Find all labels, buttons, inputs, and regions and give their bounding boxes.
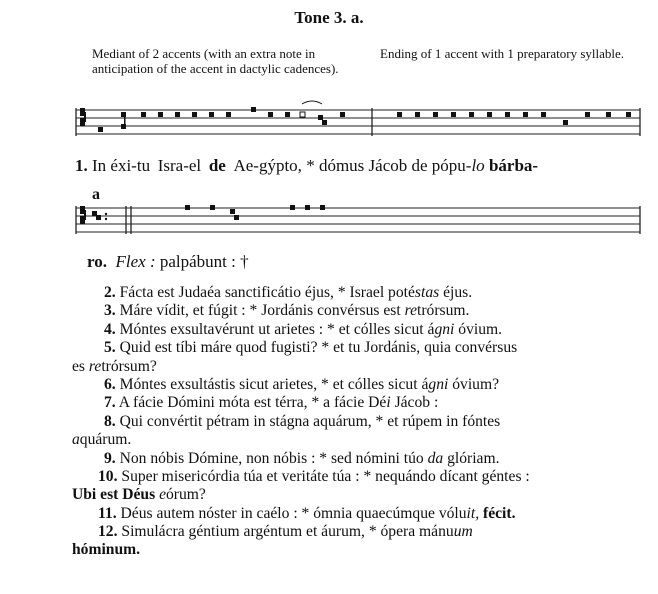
verse-line: 6. Móntes exsultástis sicut arietes, * et cólles sicut ágni óvium?	[104, 375, 500, 393]
verse-line: 9. Non nóbis Dómine, non nóbis : * sed nómini túo da glóriam.	[104, 449, 500, 467]
page-title: Tone 3. a.	[294, 8, 364, 27]
verse-line: 8. Qui convértit pétram in stágna aquárum, * et rúpem in fóntes	[104, 412, 501, 430]
verse-line: 7. A fácie Dómini móta est térra, * a fácie Déi Jácob :	[104, 394, 439, 412]
verse-line: 10. Super misericórdia túa et veritáte túa : * nequándo dícant géntes :	[98, 467, 530, 485]
stanza-1-number: 1.	[75, 156, 88, 175]
verse-line: 4. Móntes exsultavérunt ut arietes : * et cólles sicut ágni óvium.	[104, 320, 503, 338]
neumes-1	[98, 101, 631, 132]
verse-line: aquárum.	[72, 431, 132, 449]
verse-line: 2. Fácta est Judaéa sanctificátio éjus, * Israel potéstas éjus.	[104, 284, 473, 301]
flex-word: palpábunt : †	[159, 252, 249, 271]
stanza-1-end: ro. Flex : palpábunt : †	[87, 252, 249, 271]
chant-staff-2	[0, 200, 658, 248]
chant-staff-1	[0, 100, 658, 148]
verse-line: 5. Quid est tíbi máre quod fugisti? * et tu Jordánis, quia convérsus	[104, 339, 518, 357]
mediant-note: Mediant of 2 accents (with an extra note in anticipation of the accent in dactylic cadences).	[92, 46, 339, 76]
flex-label: Flex :	[115, 252, 156, 271]
verse-line: 12. Simulácra géntium argéntum et áurum, * ópera mánuum	[98, 523, 473, 541]
verse-line: 11. Déus autem nóster in caélo : * ómnia quaecúmque vóluit, fécit.	[98, 504, 516, 522]
clef-2	[80, 206, 86, 224]
neumes-2	[92, 205, 325, 220]
verse-line: hóminum.	[72, 541, 141, 559]
verse-list	[72, 284, 652, 560]
clef-1	[80, 108, 86, 126]
ending-note: Ending of 1 accent with 1 preparatory syllable.	[380, 46, 625, 61]
stanza-1-text: 1. In éxi-tu Isra-el de Ae-gýpto, * dómus Jácob de pópu-lo bárba-	[75, 156, 539, 175]
verse-line: 3. Máre vídit, et fúgit : * Jordánis convérsus est retrórsum.	[104, 302, 470, 320]
verse-line: Ubi est Déus eórum?	[72, 486, 206, 504]
verse-line: es retrórsum?	[72, 357, 157, 375]
staff-2-label: a	[92, 186, 100, 203]
